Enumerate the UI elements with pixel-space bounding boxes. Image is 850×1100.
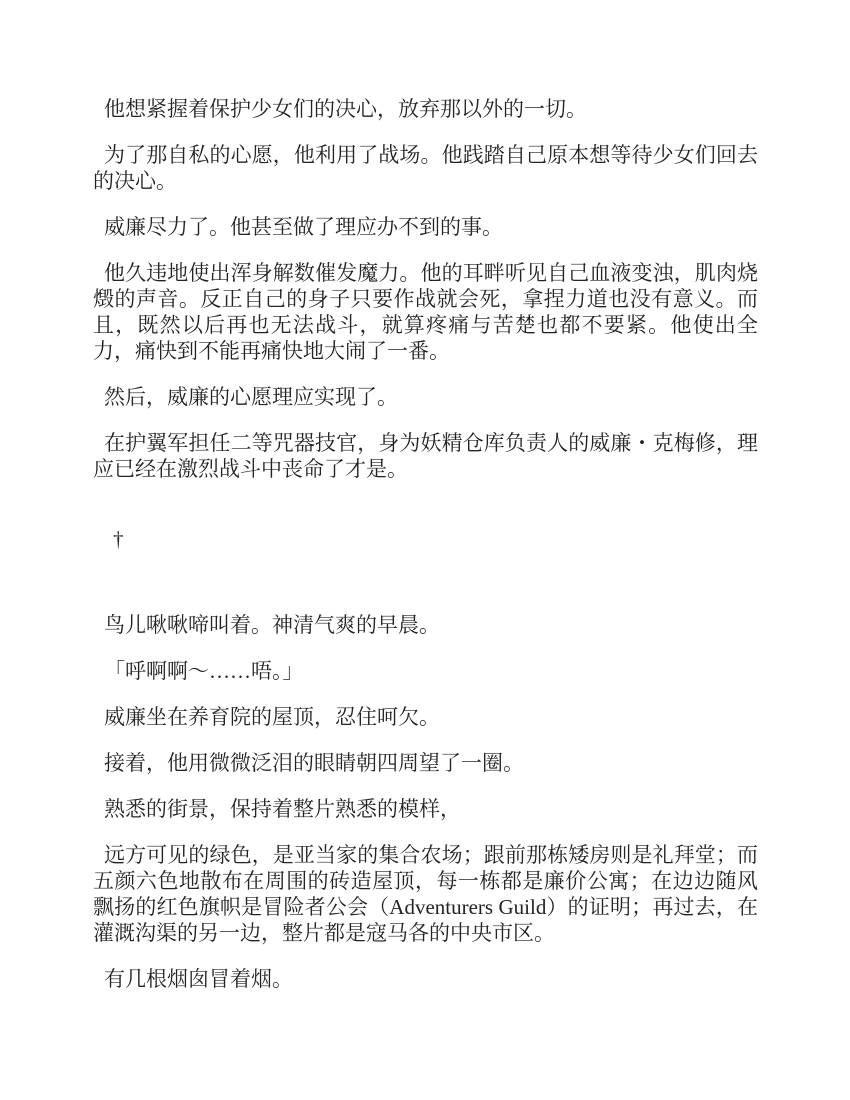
paragraph: 他想紧握着保护少女们的决心，放弃那以外的一切。 (104, 97, 587, 121)
paragraph: 远方可见的绿色，是亚当家的集合农场；跟前那栋矮房则是礼拜堂；而五颜六色地散布在周围的砖造屋顶，每一栋都是廉价公寓；在边边随风飘扬的红色旗帜是冒险者公会（Adventurers Guild）的证明；再过去，在灌溉沟渠的另一边，整片都是寇马各的中央市区。 (93, 843, 758, 945)
paragraph: 然后，威廉的心愿理应实现了。 (104, 385, 398, 409)
paragraph: 有几根烟囱冒着烟。 (104, 967, 293, 991)
paragraph: 在护翼军担任二等咒器技官，身为妖精仓库负责人的威廉・克梅修，理应已经在激烈战斗中丧命了才是。 (93, 431, 758, 481)
section-divider-dagger: † (113, 527, 124, 551)
paragraph: 接着，他用微微泛泪的眼睛朝四周望了一圈。 (104, 751, 524, 775)
paragraph: 鸟儿啾啾啼叫着。神清气爽的早晨。 (104, 613, 440, 637)
dialogue-line: 「呼啊啊～……唔。」 (104, 659, 304, 683)
paragraph: 威廉坐在养育院的屋顶，忍住呵欠。 (104, 705, 440, 729)
paragraph: 威廉尽力了。他甚至做了理应办不到的事。 (104, 215, 503, 239)
paragraph: 他久违地使出浑身解数催发魔力。他的耳畔听见自己血液变浊，肌肉烧燬的声音。反正自己的身子只要作战就会死，拿捏力道也没有意义。而且，既然以后再也无法战斗，就算疼痛与苦楚也都不要紧。他使出全力，痛快到不能再痛快地大闹了一番。 (93, 261, 758, 363)
paragraph: 熟悉的街景，保持着整片熟悉的模样， (104, 797, 461, 821)
paragraph: 为了那自私的心愿，他利用了战场。他践踏自己原本想等待少女们回去的决心。 (93, 143, 758, 193)
